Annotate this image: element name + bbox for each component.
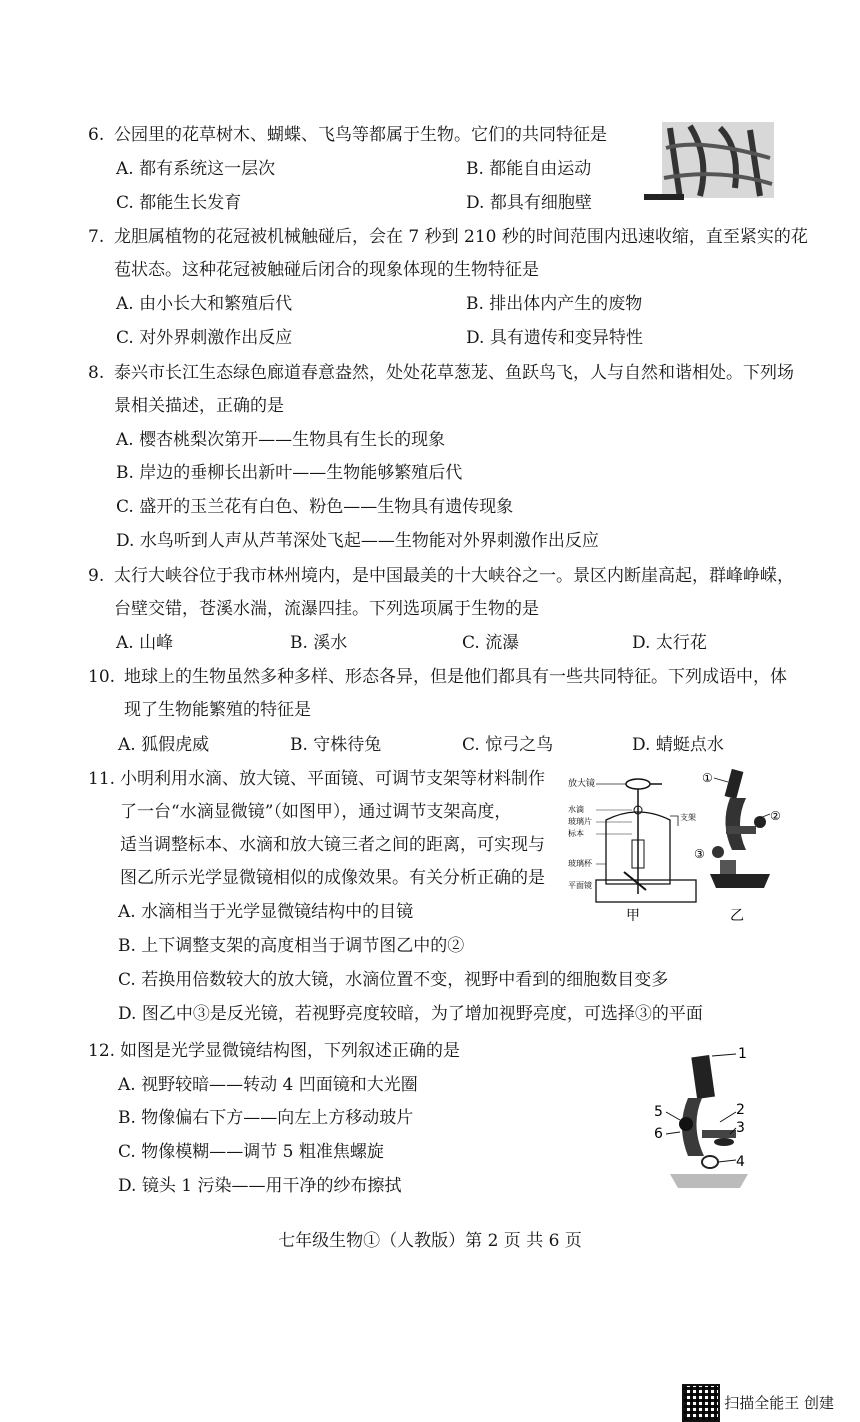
question-number: 8.: [88, 363, 105, 383]
label-specimen: 标本: [568, 829, 584, 838]
question-stem-line2: 苞状态。这种花冠被触碰后闭合的现象体现的生物特征是: [114, 260, 539, 280]
option-b: B. 物像偏右下方——向左上方移动玻片: [118, 1108, 414, 1128]
option-c: C. 若换用倍数较大的放大镜，水滴位置不变，视野中看到的细胞数目变多: [118, 970, 669, 990]
question-stem-line1: 泰兴市长江生态绿色廊道春意盎然，处处花草葱茏、鱼跃鸟飞，人与自然和谐相处。下列场: [114, 363, 794, 383]
question-stem-line2: 了一台“水滴显微镜”（如图甲），通过调节支架高度，: [120, 802, 512, 822]
label-3: 3: [736, 1120, 745, 1136]
option-c: C. 盛开的玉兰花有白色、粉色——生物具有遗传现象: [116, 497, 514, 517]
question-stem-line1: 地球上的生物虽然多种多样、形态各异，但是他们都具有一些共同特征。下列成语中，体: [124, 667, 787, 687]
question-stem-line3: 适当调整标本、水滴和放大镜三者之间的距离，可实现与: [120, 835, 545, 855]
option-b: B. 岸边的垂柳长出新叶——生物能够繁殖后代: [116, 463, 463, 483]
question-stem-line4: 图乙所示光学显微镜相似的成像效果。有关分析正确的是: [120, 868, 545, 888]
option-d: D. 图乙中③是反光镜，若视野亮度较暗，为了增加视野亮度，可选择③的平面: [118, 1004, 703, 1024]
figure-microscope-structure: [640, 1046, 780, 1192]
option-c: C. 都能生长发育: [116, 193, 242, 213]
qr-code-icon: [682, 1384, 720, 1422]
option-d: D. 蜻蜓点水: [632, 735, 724, 755]
question-number: 6.: [88, 125, 105, 145]
label-circle-3: ③: [694, 847, 705, 861]
watermark-text: 扫描全能王 创建: [724, 1394, 834, 1412]
option-c: C. 物像模糊——调节 5 粗准焦螺旋: [118, 1142, 384, 1162]
question-stem-line1: 龙胆属植物的花冠被机械触碰后，会在 7 秒到 210 秒的时间范围内迅速收缩，直至紧实的花: [114, 227, 808, 247]
question-number: 7.: [88, 227, 105, 247]
label-1: 1: [738, 1046, 747, 1062]
stamp-image: [640, 118, 780, 204]
option-a: A. 水滴相当于光学显微镜结构中的目镜: [118, 902, 414, 922]
option-d: D. 都具有细胞壁: [466, 193, 592, 213]
label-5: 5: [654, 1104, 663, 1120]
option-a: A. 山峰: [116, 633, 174, 653]
option-d: D. 镜头 1 污染——用干净的纱布擦拭: [118, 1176, 402, 1196]
question-stem-line1: 小明利用水滴、放大镜、平面镜、可调节支架等材料制作: [120, 769, 545, 789]
figure-yi-optical-microscope: [690, 764, 790, 924]
page-footer: 七年级生物①（人教版）第 2 页 共 6 页: [278, 1231, 582, 1251]
label-cup: 玻璃杯: [568, 859, 592, 868]
option-c: C. 惊弓之鸟: [462, 735, 554, 755]
option-a: A. 狐假虎威: [118, 735, 210, 755]
option-b: B. 排出体内产生的废物: [466, 294, 643, 314]
question-stem-line2: 台壁交错，苍溪水湍，流瀑四挂。下列选项属于生物的是: [114, 599, 539, 619]
scanner-watermark: [724, 1392, 834, 1413]
label-circle-1: ①: [702, 771, 713, 785]
option-a: A. 都有系统这一层次: [116, 159, 276, 179]
option-d: D. 太行花: [632, 633, 707, 653]
question-stem: 公园里的花草树木、蝴蝶、飞鸟等都属于生物。它们的共同特征是: [114, 125, 607, 145]
figure-caption-jia: 甲: [626, 908, 640, 924]
label-circle-2: ②: [770, 809, 781, 823]
question-stem-line1: 太行大峡谷位于我市林州境内，是中国最美的十大峡谷之一。景区内断崖高起，群峰峥嵘，: [114, 566, 794, 586]
option-d: D. 水鸟听到人声从芦苇深处飞起——生物能对外界刺激作出反应: [116, 531, 599, 551]
option-c: C. 流瀑: [462, 633, 520, 653]
label-slide: 玻璃片: [568, 817, 592, 826]
option-b: B. 上下调整支架的高度相当于调节图乙中的②: [118, 936, 465, 956]
question-number: 9.: [88, 566, 105, 586]
option-b: B. 都能自由运动: [466, 159, 592, 179]
label-drop: 水滴: [568, 805, 584, 814]
option-a: A. 由小长大和繁殖后代: [116, 294, 293, 314]
label-4: 4: [736, 1154, 745, 1170]
option-a: A. 视野较暗——转动 4 凹面镜和大光圈: [118, 1075, 418, 1095]
question-number: 10.: [88, 667, 116, 687]
label-magnifier: 放大镜: [568, 779, 596, 789]
option-d: D. 具有遗传和变异特性: [466, 328, 643, 348]
question-number: 12.: [88, 1041, 116, 1061]
label-2: 2: [736, 1102, 745, 1118]
option-b: B. 守株待兔: [290, 735, 382, 755]
label-6: 6: [654, 1126, 663, 1142]
question-stem: 如图是光学显微镜结构图，下列叙述正确的是: [120, 1041, 460, 1061]
figure-caption-yi: 乙: [730, 908, 744, 924]
label-mirror: 平面镜: [568, 881, 592, 890]
question-stem-line2: 景相关描述，正确的是: [114, 396, 284, 416]
label-stand: 支架: [680, 813, 696, 822]
option-c: C. 对外界刺激作出反应: [116, 328, 293, 348]
option-a: A. 樱杏桃梨次第开——生物具有生长的现象: [116, 430, 446, 450]
option-b: B. 溪水: [290, 633, 348, 653]
question-number: 11.: [88, 769, 116, 789]
question-stem-line2: 现了生物能繁殖的特征是: [124, 700, 311, 720]
